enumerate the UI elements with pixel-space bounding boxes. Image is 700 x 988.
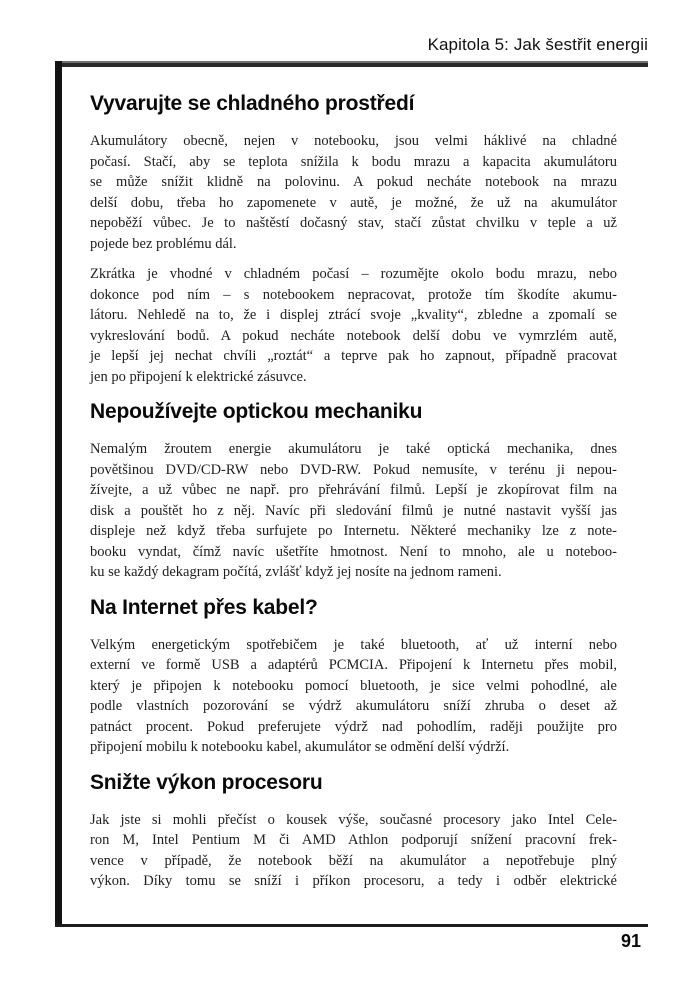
- body-line: vykreslování bodů. A pokud necháte notebook delší dobu ve vymrzlém autě,: [90, 327, 617, 344]
- section-optical-drive: [90, 400, 617, 583]
- header-rule: [55, 61, 648, 67]
- body-line: povětšinou DVD/CD-RW nebo DVD-RW. Pokud nemusíte, v terénu ji nepou-: [90, 461, 617, 478]
- section-heading: Nepoužívejte optickou mechaniku: [90, 400, 423, 423]
- footer-rule: [55, 924, 648, 927]
- section-cold-environment: [90, 92, 617, 387]
- body-line: se může snížit klidně na polovinu. A pokud necháte notebook na mrazu: [90, 174, 617, 190]
- body-line: Nemalým žroutem energie akumulátoru je také optická mechanika, dnes: [90, 441, 617, 457]
- body-line: Velkým energetickým spotřebičem je také bluetooth, ať už interní nebo: [90, 636, 617, 653]
- page-number: 91: [620, 931, 641, 951]
- paragraph: [90, 635, 617, 758]
- body-line: počasí. Stačí, aby se teplota snížila k bodu mrazu a kapacita akumulátoru: [90, 153, 617, 170]
- body-line: je lepší jej nechat chvíli „roztát“ a teprve pak ho zapnout, případně pracovat: [90, 348, 617, 364]
- body-line: který je připojen k notebooku pomocí bluetooth, je sice velmi pohodlné, ale: [90, 677, 617, 694]
- body-line: podle vlastních pozorování se výdrž akumulátoru sníží zhruba o deset až: [90, 698, 617, 714]
- body-line: Akumulátory obecně, nejen v notebooku, jsou velmi háklivé na chladné: [90, 133, 617, 149]
- body-line: ron M, Intel Pentium M či AMD Athlon podporují snížení pracovní frek-: [90, 832, 617, 848]
- body-line: jen po připojení k elektrické zásuvce.: [90, 368, 307, 385]
- body-line: booku vyndat, čímž navíc ušetříte hmotnost. Není to mnoho, ale u noteboo-: [90, 543, 617, 560]
- text-column: [90, 92, 617, 902]
- left-margin-bar: [55, 61, 62, 927]
- body-line: externí ve formě USB a adaptérů PCMCIA. Připojení k Internetu přes mobil,: [90, 657, 617, 673]
- section-cpu-power: [90, 771, 617, 892]
- paragraph: [90, 131, 617, 254]
- section-heading: Vyvarujte se chladného prostředí: [90, 92, 415, 115]
- paragraph: [90, 264, 617, 387]
- section-heading: Snižte výkon procesoru: [90, 770, 323, 794]
- body-line: displeje než když třeba surfujete po Internetu. Některé mechaniky lze z note-: [90, 523, 617, 539]
- paragraph: [90, 810, 617, 892]
- body-line: ku se každý dekagram počítá, zvlášť když jej nosíte na jednom rameni.: [90, 564, 502, 580]
- running-head-chapter-title: Kapitola 5: Jak šestřit energii: [427, 35, 648, 54]
- body-line: vence v případě, že notebook běží na akumulátor a nepotřebuje plný: [90, 852, 617, 869]
- body-line: dokonce pod ním – s notebookem nepracovat, protože tím škodíte akumu-: [90, 286, 617, 303]
- body-line: disk a pouštět ho z něj. Navíc při sledování filmů je nutné nastavit vyšší jas: [90, 502, 617, 519]
- body-line: Zkrátka je vhodné v chladném počasí – rozumějte okolo bodu mrazu, nebo: [90, 266, 617, 282]
- body-line: žívejte, a už vůbec ne např. pro přehrávání filmů. Lepší je zkopírovat film na: [90, 482, 617, 498]
- body-line: pojede bez problému dál.: [90, 235, 237, 252]
- paragraph: [90, 439, 617, 583]
- body-line: látoru. Nehledě na to, že i displej ztrácí svoje „kvality“, zbledne a zpomalí se: [90, 307, 617, 323]
- section-internet-cable: [90, 596, 617, 758]
- body-line: nepoběží vůbec. Je to naštěstí dočasný stav, stačí zůstat chvilku v teple a už: [90, 215, 617, 231]
- body-line: patnáct procent. Pokud preferujete výdrž nad pohodlím, raději použijte pro: [90, 718, 617, 735]
- section-heading: Na Internet přes kabel?: [90, 595, 318, 619]
- body-line: Jak jste si mohli přečíst o kousek výše, současné procesory jako Intel Cele-: [90, 811, 617, 828]
- body-line: výkon. Díky tomu se sníží i příkon procesoru, a tedy i odběr elektrické: [90, 873, 617, 889]
- body-line: delší dobu, třeba ho zapomenete v autě, je možné, že už na akumulátor: [90, 194, 617, 211]
- body-line: připojení mobilu k notebooku kabel, akumulátor se odmění delší výdrží.: [90, 739, 510, 755]
